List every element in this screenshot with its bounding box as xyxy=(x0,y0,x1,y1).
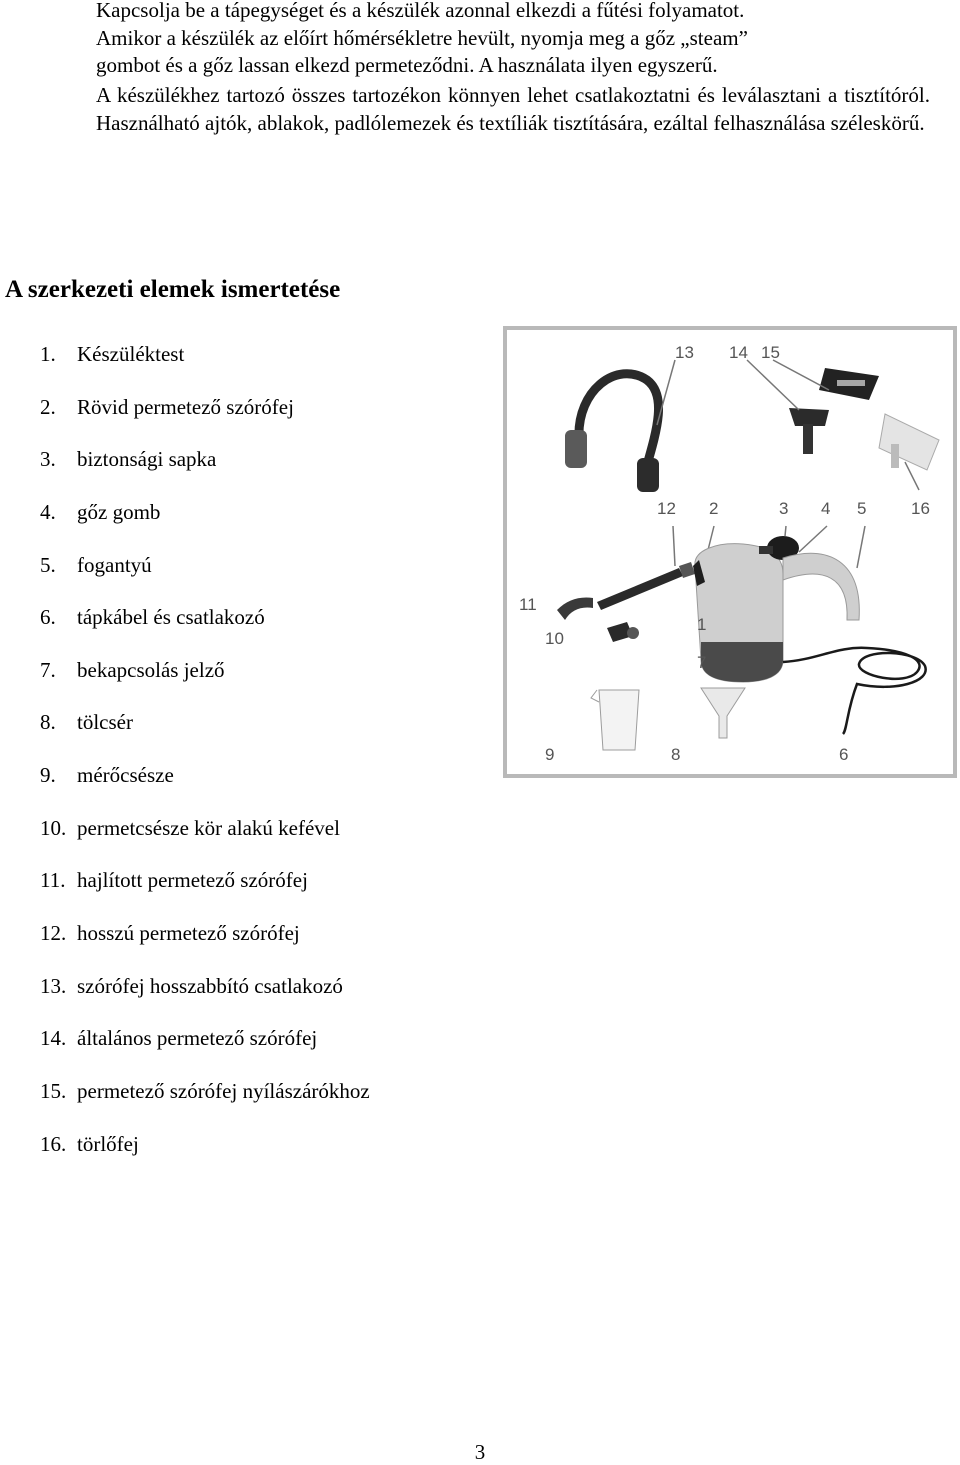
item-label: permetcsésze kör alakú kefével xyxy=(77,815,340,840)
callout-2: 2 xyxy=(709,499,719,518)
item-number: 12. xyxy=(40,921,67,946)
item-label: bekapcsolás jelző xyxy=(77,657,225,682)
general-nozzle-head xyxy=(789,408,829,426)
intro-paragraph-2 xyxy=(96,82,930,137)
parts-list-item xyxy=(40,340,370,393)
steam-button xyxy=(759,546,773,554)
parts-list xyxy=(40,340,370,1182)
item-number: 16. xyxy=(40,1131,67,1156)
callout-line-15 xyxy=(773,360,829,390)
parts-list-item xyxy=(40,393,370,446)
intro-line-2: Amikor a készülék az előírt hőmérsékletre hevült, nyomja meg a gőz „steam” xyxy=(96,25,748,50)
parts-list-item xyxy=(40,551,370,604)
general-nozzle-neck xyxy=(803,424,813,454)
callout-line-16 xyxy=(905,462,919,490)
callout-13: 13 xyxy=(675,343,694,362)
steam-cleaner-parts-figure xyxy=(503,326,957,778)
callout-7: 7 xyxy=(697,653,707,672)
intro-paragraph-2-text: A készülékhez tartozó összes tartozékon könnyen lehet csatlakoztatni és leválasztani a tisztítóról. Használható ajtók, ablakok, padlólemezek és textíliák tisztítására, ezáltal felhasználása széleskörű. xyxy=(96,83,930,135)
item-label: gőz gomb xyxy=(77,499,161,524)
curved-spray-nozzle xyxy=(557,598,593,621)
funnel xyxy=(701,688,745,738)
parts-list-item xyxy=(40,1024,370,1077)
item-label: szórófej hosszabbító csatlakozó xyxy=(77,973,343,998)
intro-paragraph-1 xyxy=(96,0,930,80)
wiping-head xyxy=(879,414,939,470)
item-number: 15. xyxy=(40,1078,67,1103)
parts-list-item xyxy=(40,866,370,919)
measuring-cup xyxy=(599,690,639,750)
parts-list-item xyxy=(40,445,370,498)
item-number: 9. xyxy=(40,763,56,788)
parts-list-item xyxy=(40,1077,370,1130)
callout-15: 15 xyxy=(761,343,780,362)
callout-line-14 xyxy=(747,360,799,410)
parts-illustration xyxy=(507,330,953,774)
hose-connector-left xyxy=(565,430,587,468)
parts-list-item xyxy=(40,1130,370,1183)
item-number: 2. xyxy=(40,394,56,419)
callout-11: 11 xyxy=(519,595,537,614)
item-label: általános permetező szórófej xyxy=(77,1026,318,1051)
item-number: 4. xyxy=(40,499,56,524)
long-spray-nozzle xyxy=(597,568,683,610)
parts-list-item xyxy=(40,972,370,1025)
callout-4: 4 xyxy=(821,499,831,518)
item-label: mérőcsésze xyxy=(77,763,174,788)
parts-list-item xyxy=(40,761,370,814)
item-label: biztonsági sapka xyxy=(77,447,217,472)
item-number: 1. xyxy=(40,342,56,366)
item-number: 8. xyxy=(40,710,56,735)
callout-6: 6 xyxy=(839,745,849,764)
extension-hose xyxy=(579,374,659,465)
callout-9: 9 xyxy=(545,745,555,764)
measuring-cup-spout xyxy=(591,690,599,702)
callout-1: 1 xyxy=(697,615,707,634)
item-label: permetező szórófej nyílászárókhoz xyxy=(77,1078,370,1103)
callout-14: 14 xyxy=(729,343,748,362)
callout-8: 8 xyxy=(671,745,681,764)
callout-16: 16 xyxy=(911,499,930,518)
item-label: Készüléktest xyxy=(77,342,185,366)
hose-connector-right xyxy=(637,458,659,492)
callout-line-5 xyxy=(857,526,865,568)
item-label: hosszú permetező szórófej xyxy=(77,921,300,946)
item-number: 6. xyxy=(40,605,56,630)
intro-line-1: Kapcsolja be a tápegységet és a készülék azonnal elkezdi a fűtési folyamatot. xyxy=(96,0,745,22)
parts-list-item xyxy=(40,919,370,972)
item-number: 7. xyxy=(40,657,56,682)
callout-line-4 xyxy=(799,526,827,552)
item-number: 13. xyxy=(40,973,67,998)
item-label: fogantyú xyxy=(77,552,152,577)
callout-5: 5 xyxy=(857,499,867,518)
intro-line-3: gombot és a gőz lassan elkezd permeteződni. A használata ilyen egyszerű. xyxy=(96,53,718,77)
window-nozzle-slots xyxy=(837,380,865,386)
page-number: 3 xyxy=(474,1440,486,1464)
callout-line-12 xyxy=(673,526,675,566)
callout-3: 3 xyxy=(779,499,789,518)
parts-list-item xyxy=(40,708,370,761)
power-cable xyxy=(783,648,926,734)
parts-list-item xyxy=(40,656,370,709)
item-number: 11. xyxy=(40,868,66,893)
callout-10: 10 xyxy=(545,629,564,648)
parts-list-item xyxy=(40,498,370,551)
round-brush xyxy=(627,627,639,639)
section-heading: A szerkezeti elemek ismertetése xyxy=(5,276,341,303)
parts-list-item xyxy=(40,603,370,656)
item-number: 14. xyxy=(40,1026,67,1051)
item-number: 10. xyxy=(40,815,67,840)
item-number: 5. xyxy=(40,552,56,577)
item-label: hajlított permetező szórófej xyxy=(77,868,308,893)
item-label: törlőfej xyxy=(77,1131,139,1156)
device-handle xyxy=(783,553,859,620)
callout-12: 12 xyxy=(657,499,676,518)
item-number: 3. xyxy=(40,447,56,472)
item-label: Rövid permetező szórófej xyxy=(77,394,294,419)
item-label: tölcsér xyxy=(77,710,133,735)
wiping-head-neck xyxy=(891,444,899,468)
item-label: tápkábel és csatlakozó xyxy=(77,605,265,630)
device-base xyxy=(701,642,783,682)
parts-list-item xyxy=(40,814,370,867)
callout-line-3 xyxy=(785,526,786,536)
